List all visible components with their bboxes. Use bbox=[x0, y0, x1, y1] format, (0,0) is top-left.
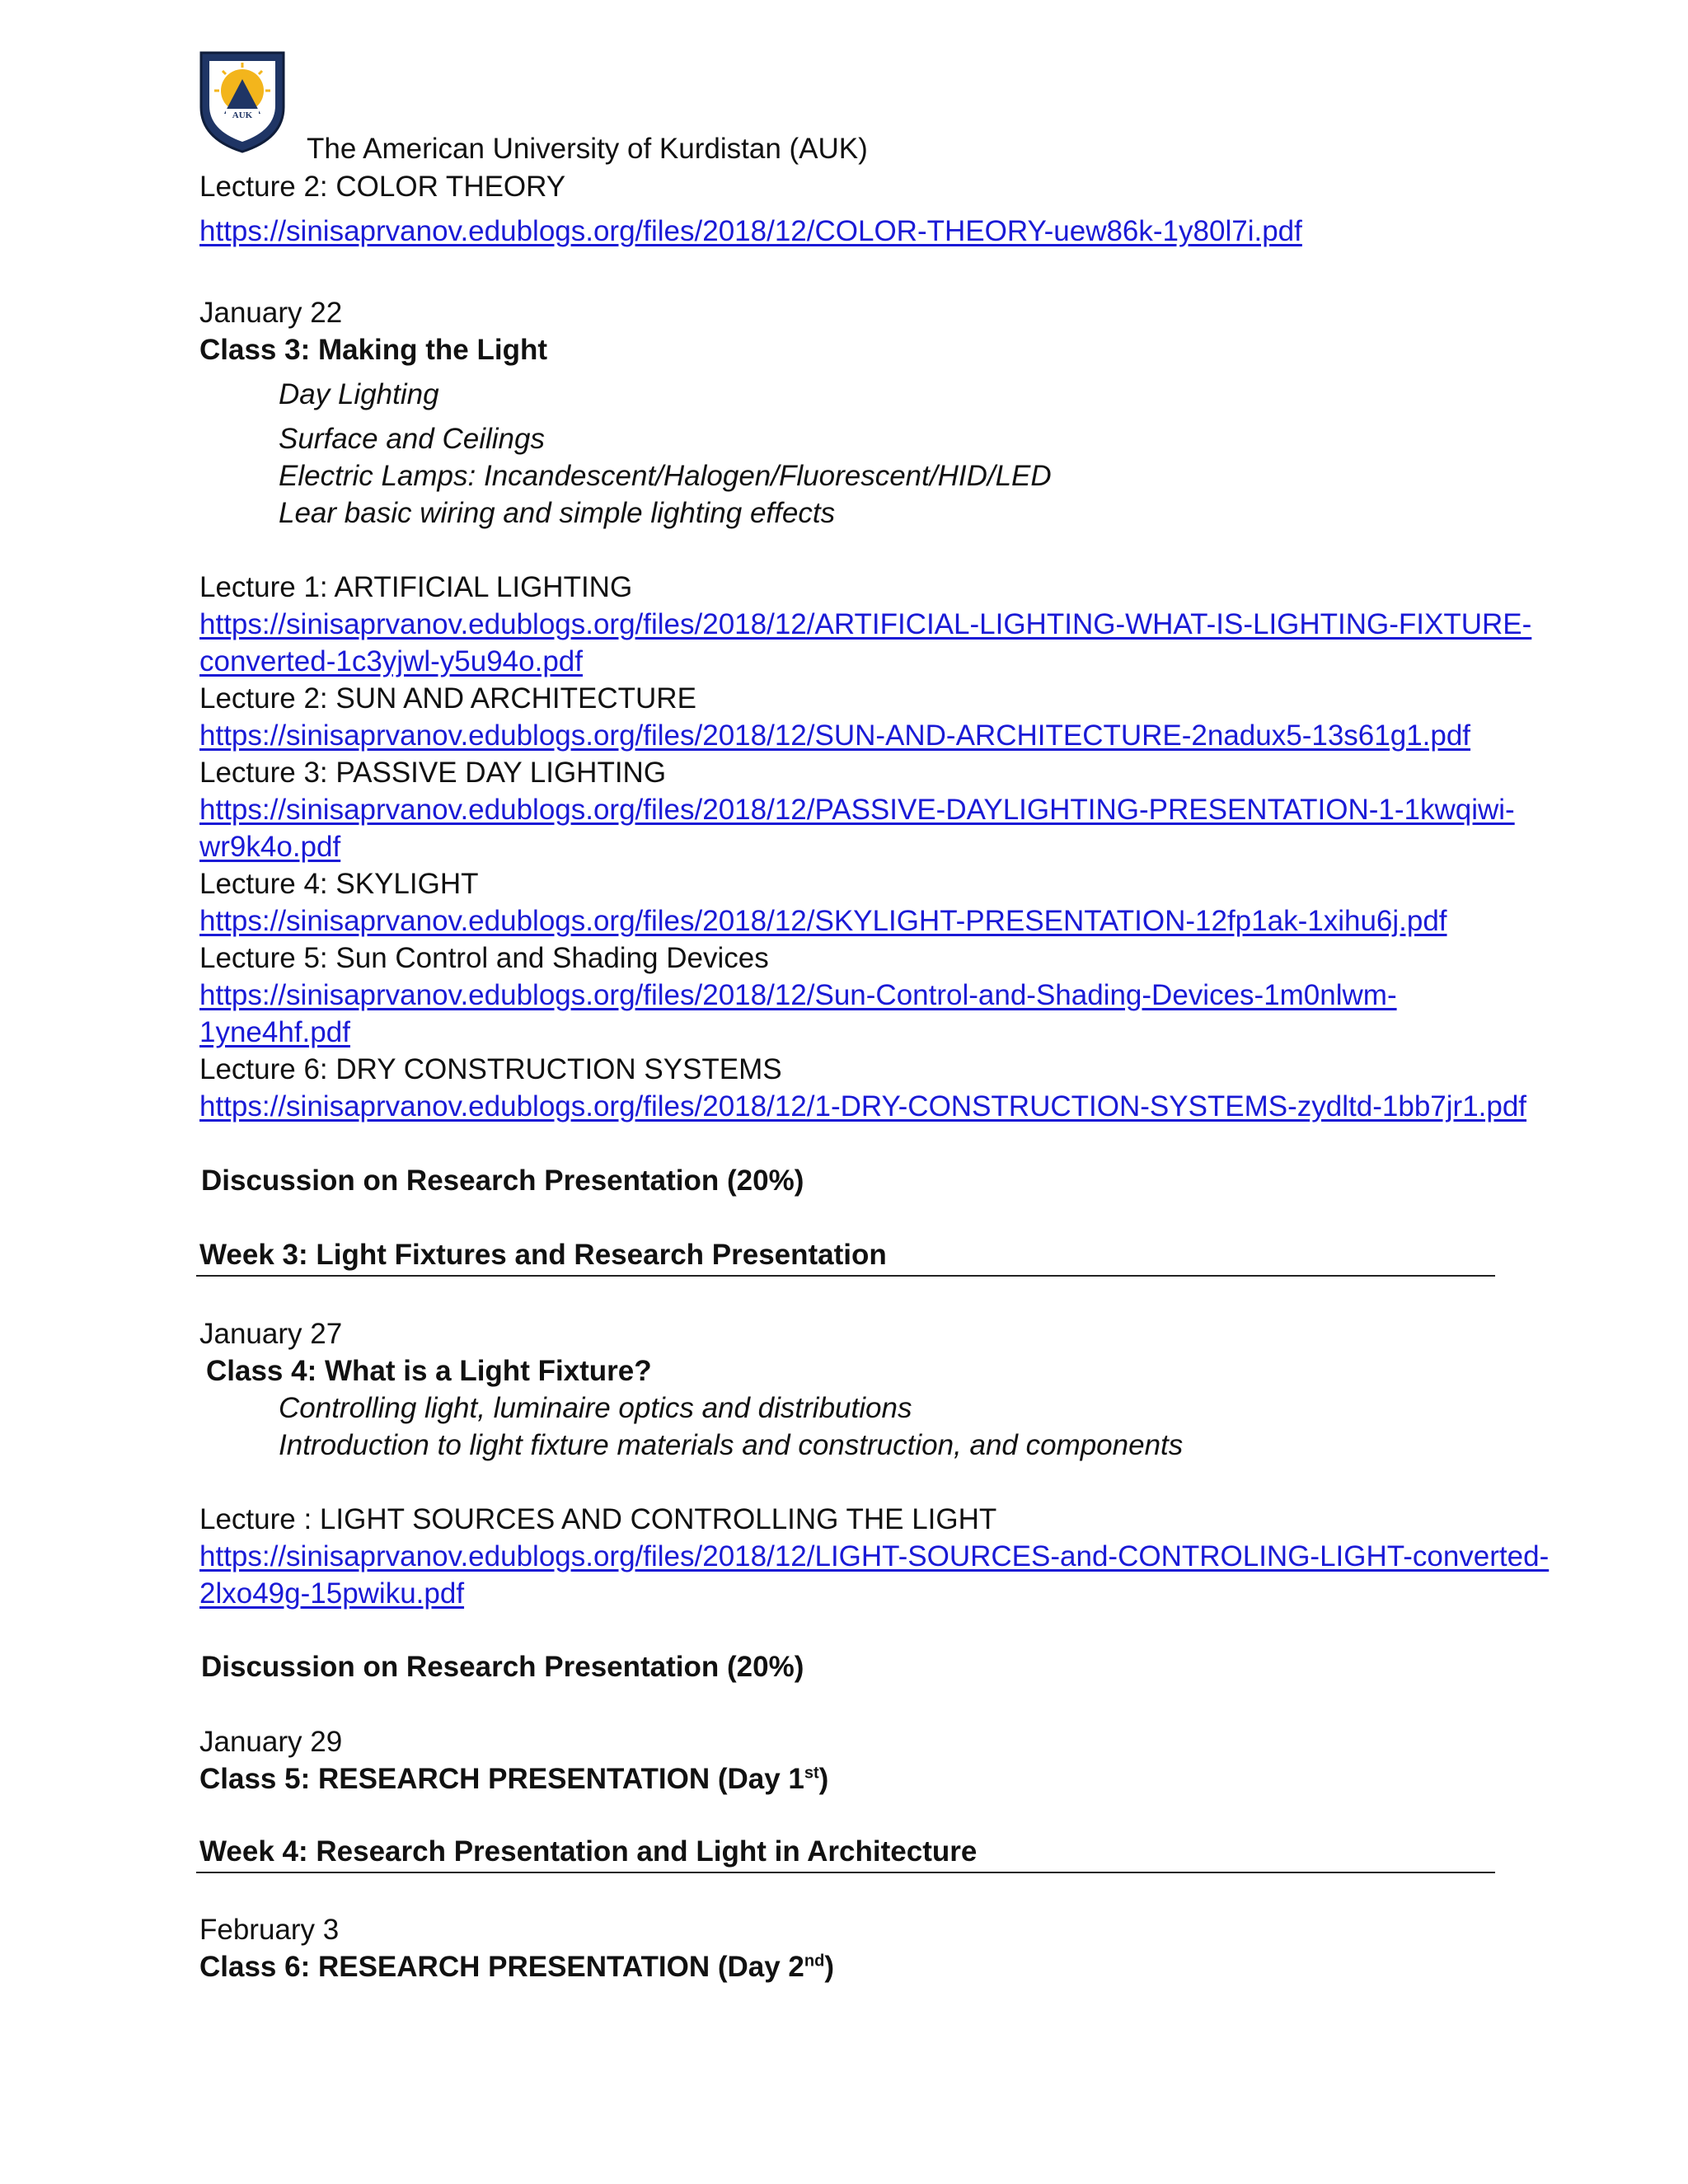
topic-item: Electric Lamps: Incandescent/Halogen/Fluorescent/HID/LED bbox=[279, 460, 1052, 492]
lecture-link[interactable]: https://sinisaprvanov.edublogs.org/files/2018/12/1-DRY-CONSTRUCTION-SYSTEMS-zydltd-1bb7jr1.pdf bbox=[199, 1090, 1527, 1122]
lecture-title: Lecture : LIGHT SOURCES AND CONTROLLING THE LIGHT bbox=[199, 1503, 997, 1535]
discussion-note: Discussion on Research Presentation (20%) bbox=[201, 1165, 804, 1197]
topic-item: Controlling light, luminaire optics and distributions bbox=[279, 1392, 912, 1424]
lecture-link[interactable]: converted-1c3yjwl-y5u94o.pdf bbox=[199, 645, 583, 677]
section-divider bbox=[196, 1275, 1495, 1277]
lecture-link[interactable]: https://sinisaprvanov.edublogs.org/files/2018/12/SUN-AND-ARCHITECTURE-2nadux5-13s61g1.pdf bbox=[199, 719, 1471, 752]
svg-text:AUK: AUK bbox=[232, 110, 253, 120]
class-date: January 29 bbox=[199, 1726, 343, 1758]
week-heading: Week 3: Light Fixtures and Research Presentation bbox=[199, 1239, 887, 1271]
week-heading: Week 4: Research Presentation and Light in Architecture bbox=[199, 1835, 978, 1868]
lecture-link[interactable]: wr9k4o.pdf bbox=[199, 831, 341, 863]
lecture-title: Lecture 2: COLOR THEORY bbox=[199, 171, 566, 203]
class-heading: Class 6: RESEARCH PRESENTATION (Day 2nd) bbox=[199, 1951, 834, 1983]
lecture-title: Lecture 5: Sun Control and Shading Devices bbox=[199, 942, 769, 974]
topic-item: Day Lighting bbox=[279, 378, 439, 410]
lecture-link[interactable]: https://sinisaprvanov.edublogs.org/files/2018/12/PASSIVE-DAYLIGHTING-PRESENTATION-1-1kwqiwi- bbox=[199, 794, 1515, 826]
lecture-title: Lecture 2: SUN AND ARCHITECTURE bbox=[199, 682, 696, 715]
class-date: February 3 bbox=[199, 1914, 340, 1946]
lecture-link[interactable]: 1yne4hf.pdf bbox=[199, 1016, 350, 1048]
class-heading: Class 5: RESEARCH PRESENTATION (Day 1st) bbox=[199, 1763, 829, 1795]
class-date: January 27 bbox=[199, 1318, 343, 1350]
topic-item: Surface and Ceilings bbox=[279, 423, 545, 455]
class-heading: Class 3: Making the Light bbox=[199, 334, 547, 366]
lecture-link[interactable]: https://sinisaprvanov.edublogs.org/files/2018/12/ARTIFICIAL-LIGHTING-WHAT-IS-LIGHTING-FIXTURE- bbox=[199, 608, 1532, 640]
lecture-link[interactable]: https://sinisaprvanov.edublogs.org/files/2018/12/COLOR-THEORY-uew86k-1y80l7i.pdf bbox=[199, 215, 1302, 247]
lecture-link[interactable]: 2lxo49g-15pwiku.pdf bbox=[199, 1577, 465, 1610]
institution-name: The American University of Kurdistan (AUK) bbox=[307, 133, 868, 165]
discussion-note: Discussion on Research Presentation (20%) bbox=[201, 1651, 804, 1683]
lecture-link[interactable]: https://sinisaprvanov.edublogs.org/files/2018/12/Sun-Control-and-Shading-Devices-1m0nlwm- bbox=[199, 979, 1397, 1011]
lecture-title: Lecture 4: SKYLIGHT bbox=[199, 868, 479, 900]
lecture-title: Lecture 3: PASSIVE DAY LIGHTING bbox=[199, 757, 667, 789]
lecture-title: Lecture 6: DRY CONSTRUCTION SYSTEMS bbox=[199, 1053, 782, 1085]
topic-item: Introduction to light fixture materials and construction, and components bbox=[279, 1429, 1184, 1461]
auk-logo bbox=[196, 48, 288, 155]
section-divider bbox=[196, 1872, 1495, 1873]
topic-item: Lear basic wiring and simple lighting effects bbox=[279, 497, 836, 529]
lecture-link[interactable]: https://sinisaprvanov.edublogs.org/files/2018/12/LIGHT-SOURCES-and-CONTROLING-LIGHT-converted- bbox=[199, 1540, 1550, 1572]
class-heading: Class 4: What is a Light Fixture? bbox=[206, 1355, 652, 1387]
class-date: January 22 bbox=[199, 297, 343, 329]
lecture-title: Lecture 1: ARTIFICIAL LIGHTING bbox=[199, 571, 633, 603]
lecture-link[interactable]: https://sinisaprvanov.edublogs.org/files/2018/12/SKYLIGHT-PRESENTATION-12fp1ak-1xihu6j.pdf bbox=[199, 905, 1447, 937]
